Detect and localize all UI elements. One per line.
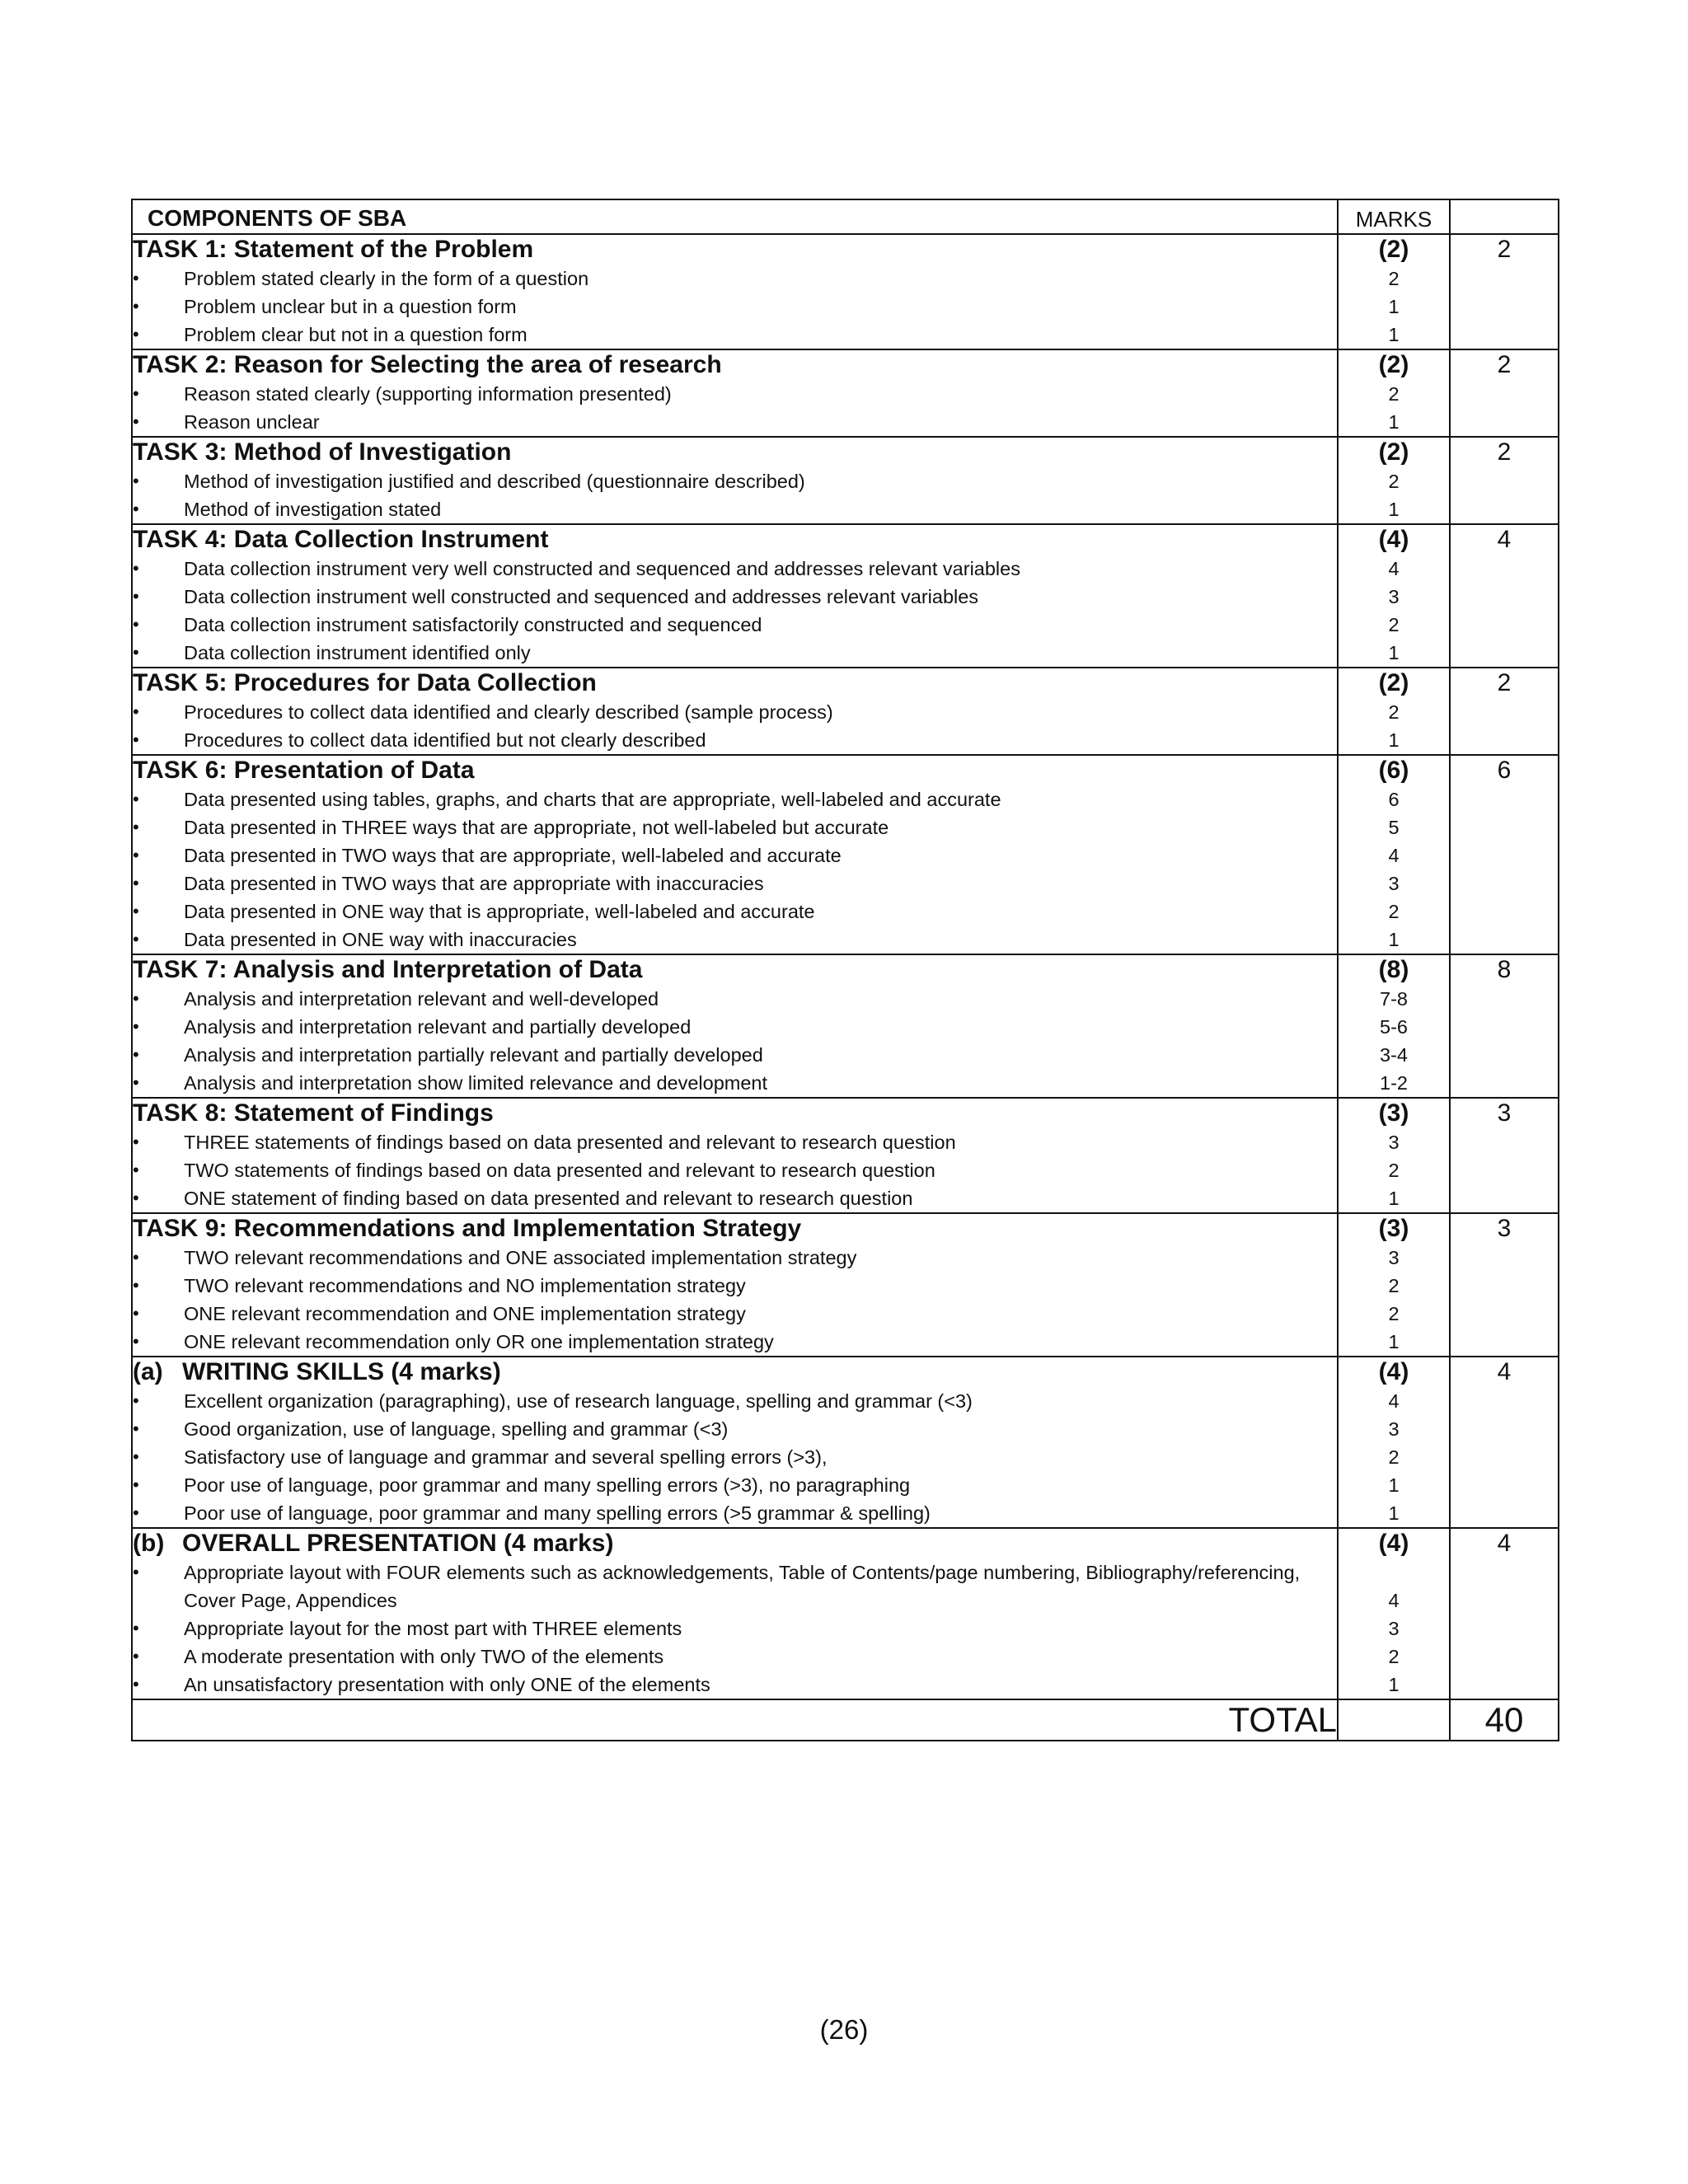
task-max-marks: (6) (1378, 757, 1409, 784)
criterion-item (133, 841, 1337, 869)
bullet-icon: • (133, 988, 139, 1009)
bullet-icon: • (133, 701, 139, 722)
task-title (133, 350, 1337, 380)
header-components-cell (132, 199, 1338, 234)
criterion-mark: 1 (1388, 1188, 1400, 1209)
points-cell: 4 (1450, 524, 1559, 668)
criteria-cell (132, 1528, 1338, 1699)
criterion-text: Data presented in ONE way that is appropriate, well-labeled and accurate (184, 901, 815, 922)
criteria-list (133, 785, 1337, 954)
criterion-text: Data collection instrument satisfactorily constructed and sequenced (184, 614, 762, 635)
bullet-icon: • (133, 1646, 139, 1666)
criterion-mark: 3 (1388, 1618, 1400, 1639)
criterion-item (133, 408, 1337, 436)
bullet-icon: • (133, 1562, 139, 1582)
points-cell: 4 (1450, 1528, 1559, 1699)
bullet-icon: • (133, 411, 139, 432)
criterion-mark: 2 (1388, 383, 1400, 405)
task-row (132, 1528, 1559, 1699)
task-row (132, 349, 1559, 437)
task-max-marks: (3) (1378, 1215, 1409, 1242)
criterion-text: Problem clear but not in a question form (184, 324, 528, 345)
points-cell: 2 (1450, 668, 1559, 755)
criterion-mark: 2 (1388, 701, 1400, 723)
task-title (133, 1357, 1337, 1387)
total-row (132, 1699, 1559, 1741)
points-cell: 8 (1450, 954, 1559, 1098)
criterion-mark: 1 (1388, 1674, 1400, 1695)
task-max-marks: (4) (1378, 1530, 1409, 1557)
criteria-cell (132, 437, 1338, 524)
bullet-icon: • (133, 873, 139, 893)
task-title (133, 1529, 1337, 1558)
criterion-text: Good organization, use of language, spelling and grammar (<3) (184, 1418, 729, 1440)
criterion-item (133, 1415, 1337, 1443)
criterion-mark: 2 (1388, 614, 1400, 635)
criterion-item (133, 583, 1337, 611)
criterion-mark: 7-8 (1380, 988, 1408, 1010)
criteria-list (133, 698, 1337, 754)
marks-list (1339, 555, 1449, 667)
task-title-text: TASK 3: Method of Investigation (133, 438, 512, 466)
criterion-mark: 2 (1388, 1646, 1400, 1667)
criterion-item (133, 813, 1337, 841)
marks-cell (1338, 1528, 1450, 1699)
task-title-text: TASK 6: Presentation of Data (133, 757, 475, 784)
criteria-cell (132, 954, 1338, 1098)
header-row (132, 199, 1559, 234)
bullet-icon: • (133, 901, 139, 921)
task-row (132, 755, 1559, 954)
marks-list (1339, 467, 1449, 523)
criterion-text: Procedures to collect data identified but not clearly described (184, 729, 706, 751)
bullet-icon: • (133, 324, 139, 344)
task-row (132, 668, 1559, 755)
criterion-item (133, 1671, 1337, 1699)
bullet-icon: • (133, 789, 139, 809)
task-max-marks: (2) (1378, 351, 1409, 378)
criterion-item (133, 1041, 1337, 1069)
criterion-item (133, 1013, 1337, 1041)
bullet-icon: • (133, 499, 139, 519)
bullet-icon: • (133, 1275, 139, 1296)
criterion-text: TWO statements of findings based on data presented and relevant to research question (184, 1160, 935, 1181)
marks-list (1339, 265, 1449, 349)
total-value: 40 (1450, 1699, 1559, 1741)
criterion-item (133, 1184, 1337, 1212)
bullet-icon: • (133, 1188, 139, 1208)
criterion-item (133, 1272, 1337, 1300)
marks-list (1339, 1558, 1449, 1699)
criterion-mark: 1 (1388, 729, 1400, 751)
criteria-list (133, 1128, 1337, 1212)
bullet-icon: • (133, 1474, 139, 1495)
task-title (133, 1214, 1337, 1244)
marks-cell (1338, 349, 1450, 437)
task-max-marks: (2) (1378, 669, 1409, 696)
criterion-text: TWO relevant recommendations and ONE associated implementation strategy (184, 1247, 857, 1268)
marks-list (1339, 1387, 1449, 1527)
criterion-item (133, 1558, 1337, 1615)
criterion-item (133, 785, 1337, 813)
criterion-text: Data collection instrument well constructed and sequenced and addresses relevant variables (184, 586, 979, 607)
criterion-item (133, 726, 1337, 754)
bullet-icon: • (133, 817, 139, 837)
criterion-mark: 1 (1388, 1502, 1400, 1524)
criterion-text: ONE relevant recommendation only OR one implementation strategy (184, 1331, 774, 1352)
task-row (132, 234, 1559, 349)
header-marks-cell (1338, 199, 1450, 234)
criterion-mark: 1 (1388, 296, 1400, 317)
task-title-text: TASK 8: Statement of Findings (133, 1099, 494, 1127)
criteria-list (133, 265, 1337, 349)
points-cell: 3 (1450, 1098, 1559, 1213)
marks-cell (1338, 954, 1450, 1098)
criterion-item (133, 1471, 1337, 1499)
criterion-mark: 1 (1388, 411, 1400, 433)
points-cell: 2 (1450, 349, 1559, 437)
bullet-icon: • (133, 1618, 139, 1638)
criterion-item (133, 1443, 1337, 1471)
criterion-mark: 4 (1388, 845, 1400, 866)
criterion-mark: 4 (1388, 558, 1400, 579)
marks-cell (1338, 234, 1450, 349)
task-max-marks: (4) (1378, 1358, 1409, 1385)
criterion-mark: 1 (1388, 1331, 1400, 1352)
marks-list (1339, 1128, 1449, 1212)
criterion-item (133, 321, 1337, 349)
criteria-cell (132, 1357, 1338, 1528)
criterion-item (133, 467, 1337, 495)
points-cell: 2 (1450, 437, 1559, 524)
task-title-text: TASK 7: Analysis and Interpretation of Data (133, 956, 643, 983)
marks-cell (1338, 524, 1450, 668)
points-cell: 4 (1450, 1357, 1559, 1528)
task-title-text: OVERALL PRESENTATION (4 marks) (182, 1530, 614, 1557)
criterion-item (133, 1387, 1337, 1415)
criterion-item (133, 1244, 1337, 1272)
bullet-icon: • (133, 471, 139, 491)
criterion-item (133, 1069, 1337, 1097)
criterion-item (133, 380, 1337, 408)
criteria-cell (132, 755, 1338, 954)
task-row (132, 1357, 1559, 1528)
task-title-text: TASK 4: Data Collection Instrument (133, 526, 549, 553)
total-label: TOTAL (132, 1699, 1338, 1741)
criterion-mark: 4 (1388, 1390, 1400, 1412)
criteria-list (133, 467, 1337, 523)
criterion-text: Data presented in THREE ways that are appropriate, not well-labeled but accurate (184, 817, 889, 838)
criterion-item (133, 1300, 1337, 1328)
task-title (133, 438, 1337, 467)
criterion-text: Problem stated clearly in the form of a question (184, 268, 589, 289)
criteria-cell (132, 524, 1338, 668)
criterion-mark: 4 (1388, 1590, 1400, 1611)
bullet-icon: • (133, 383, 139, 404)
criterion-text: Reason unclear (184, 411, 320, 433)
task-row (132, 1213, 1559, 1357)
bullet-icon: • (133, 929, 139, 949)
task-title (133, 235, 1337, 265)
criterion-item (133, 611, 1337, 639)
criterion-mark: 2 (1388, 1446, 1400, 1468)
task-title-text: TASK 1: Statement of the Problem (133, 236, 534, 263)
criterion-mark: 1 (1388, 642, 1400, 663)
criterion-item (133, 985, 1337, 1013)
criterion-mark: 5-6 (1380, 1016, 1408, 1038)
task-title-text: TASK 2: Reason for Selecting the area of research (133, 351, 722, 378)
criterion-text: Excellent organization (paragraphing), use of research language, spelling and grammar (<3) (184, 1390, 973, 1412)
task-row (132, 1098, 1559, 1213)
bullet-icon: • (133, 268, 139, 288)
criteria-list (133, 555, 1337, 667)
criterion-mark: 3 (1388, 1418, 1400, 1440)
criterion-text: Analysis and interpretation show limited relevance and development (184, 1072, 768, 1094)
criterion-mark: 3 (1388, 1132, 1400, 1153)
task-title-text: TASK 5: Procedures for Data Collection (133, 669, 597, 696)
bullet-icon: • (133, 1072, 139, 1093)
bullet-icon: • (133, 1044, 139, 1065)
criterion-mark: 2 (1388, 268, 1400, 289)
criterion-mark: 1 (1388, 1474, 1400, 1496)
bullet-icon: • (133, 1303, 139, 1324)
task-max-marks: (2) (1378, 236, 1409, 263)
criterion-text: Data presented in TWO ways that are appropriate, well-labeled and accurate (184, 845, 842, 866)
criteria-list (133, 1558, 1337, 1699)
criterion-mark: 1 (1388, 499, 1400, 520)
bullet-icon: • (133, 1390, 139, 1411)
marks-list (1339, 1244, 1449, 1356)
criterion-mark: 3 (1388, 1247, 1400, 1268)
criterion-mark: 3 (1388, 586, 1400, 607)
criterion-item (133, 265, 1337, 293)
criteria-cell (132, 1098, 1338, 1213)
criterion-text: An unsatisfactory presentation with only ONE of the elements (184, 1674, 710, 1695)
criterion-text: Method of investigation stated (184, 499, 442, 520)
criterion-text: Poor use of language, poor grammar and many spelling errors (>5 grammar & spelling) (184, 1502, 931, 1524)
criterion-text: Analysis and interpretation relevant and partially developed (184, 1016, 692, 1038)
criterion-mark: 3-4 (1380, 1044, 1408, 1066)
criteria-list (133, 380, 1337, 436)
criterion-text: A moderate presentation with only TWO of the elements (184, 1646, 664, 1667)
marks-cell (1338, 668, 1450, 755)
header-empty-cell (1450, 199, 1559, 234)
criterion-text: Problem unclear but in a question form (184, 296, 517, 317)
bullet-icon: • (133, 642, 139, 663)
bullet-icon: • (133, 1247, 139, 1268)
criterion-mark: 2 (1388, 1275, 1400, 1296)
bullet-icon: • (133, 558, 139, 579)
bullet-icon: • (133, 1446, 139, 1467)
marks-list (1339, 785, 1449, 954)
criteria-cell (132, 349, 1338, 437)
criterion-text: ONE statement of finding based on data presented and relevant to research question (184, 1188, 913, 1209)
rubric-body (132, 199, 1559, 1741)
marks-cell (1338, 437, 1450, 524)
bullet-icon: • (133, 1331, 139, 1352)
marks-list (1339, 698, 1449, 754)
criterion-item (133, 293, 1337, 321)
criterion-mark: 5 (1388, 817, 1400, 838)
bullet-icon: • (133, 1016, 139, 1037)
marks-cell (1338, 1098, 1450, 1213)
criterion-text: THREE statements of findings based on data presented and relevant to research question (184, 1132, 956, 1153)
marks-cell (1338, 1213, 1450, 1357)
task-row (132, 524, 1559, 668)
criterion-mark: 2 (1388, 901, 1400, 922)
criterion-mark: 1 (1388, 929, 1400, 950)
criterion-item (133, 898, 1337, 926)
criterion-item (133, 1615, 1337, 1643)
task-title (133, 1099, 1337, 1128)
criterion-mark: 2 (1388, 1303, 1400, 1324)
criterion-text: Data presented using tables, graphs, and charts that are appropriate, well-labeled and accurate (184, 789, 1001, 810)
marks-heading: MARKS (1355, 207, 1432, 232)
criterion-text: TWO relevant recommendations and NO implementation strategy (184, 1275, 746, 1296)
criterion-text: Analysis and interpretation partially relevant and partially developed (184, 1044, 763, 1066)
criterion-item (133, 555, 1337, 583)
criteria-list (133, 1387, 1337, 1527)
task-label: (a) (133, 1358, 163, 1385)
criterion-text: Poor use of language, poor grammar and many spelling errors (>3), no paragraphing (184, 1474, 911, 1496)
criteria-list (133, 985, 1337, 1097)
criteria-cell (132, 668, 1338, 755)
task-max-marks: (2) (1378, 438, 1409, 466)
criterion-text: Data collection instrument very well constructed and sequenced and addresses relevant variables (184, 558, 1020, 579)
bullet-icon: • (133, 845, 139, 865)
task-row (132, 954, 1559, 1098)
points-cell: 6 (1450, 755, 1559, 954)
criterion-item (133, 926, 1337, 954)
criterion-item (133, 1128, 1337, 1156)
marks-cell (1338, 1357, 1450, 1528)
bullet-icon: • (133, 1132, 139, 1152)
criteria-list (133, 1244, 1337, 1356)
criterion-item (133, 869, 1337, 898)
criterion-mark: 1 (1388, 324, 1400, 345)
points-cell: 3 (1450, 1213, 1559, 1357)
criterion-item (133, 495, 1337, 523)
criterion-text: Data collection instrument identified only (184, 642, 531, 663)
task-title (133, 955, 1337, 985)
criterion-mark: 2 (1388, 471, 1400, 492)
criteria-cell (132, 1213, 1338, 1357)
criterion-item (133, 1643, 1337, 1671)
criterion-mark: 2 (1388, 1160, 1400, 1181)
criterion-item (133, 1328, 1337, 1356)
criteria-cell (132, 234, 1338, 349)
criterion-text: Analysis and interpretation relevant and well-developed (184, 988, 659, 1010)
bullet-icon: • (133, 1418, 139, 1439)
marks-cell (1338, 755, 1450, 954)
criterion-text: ONE relevant recommendation and ONE implementation strategy (184, 1303, 746, 1324)
page-number: (26) (819, 2014, 869, 2045)
task-title (133, 525, 1337, 555)
task-label: (b) (133, 1530, 165, 1557)
points-cell: 2 (1450, 234, 1559, 349)
bullet-icon: • (133, 729, 139, 750)
bullet-icon: • (133, 614, 139, 635)
bullet-icon: • (133, 1674, 139, 1694)
marks-list (1339, 380, 1449, 436)
total-empty-cell (1338, 1699, 1450, 1741)
criterion-item (133, 1156, 1337, 1184)
task-title (133, 756, 1337, 785)
marks-list (1339, 985, 1449, 1097)
task-title-text: TASK 9: Recommendations and Implementation Strategy (133, 1215, 802, 1242)
criterion-item (133, 639, 1337, 667)
task-title (133, 668, 1337, 698)
criterion-text: Procedures to collect data identified and clearly described (sample process) (184, 701, 833, 723)
criterion-text: Appropriate layout with FOUR elements such as acknowledgements, Table of Contents/page numbering, Bibliography/referencing, Cover Page, Appendices (184, 1562, 1301, 1611)
task-max-marks: (4) (1378, 526, 1409, 553)
criterion-mark: 3 (1388, 873, 1400, 894)
task-title-text: WRITING SKILLS (4 marks) (182, 1358, 501, 1385)
criterion-text: Reason stated clearly (supporting information presented) (184, 383, 672, 405)
bullet-icon: • (133, 586, 139, 607)
criterion-item (133, 698, 1337, 726)
components-heading: COMPONENTS OF SBA (148, 205, 407, 231)
bullet-icon: • (133, 1502, 139, 1523)
criterion-text: Data presented in TWO ways that are appropriate with inaccuracies (184, 873, 764, 894)
criterion-mark: 1-2 (1380, 1072, 1408, 1094)
criterion-text: Method of investigation justified and described (questionnaire described) (184, 471, 805, 492)
criterion-item (133, 1499, 1337, 1527)
task-max-marks: (3) (1378, 1099, 1409, 1127)
bullet-icon: • (133, 1160, 139, 1180)
sba-rubric-table (131, 199, 1559, 1741)
task-row (132, 437, 1559, 524)
criterion-text: Data presented in ONE way with inaccuracies (184, 929, 577, 950)
criterion-text: Appropriate layout for the most part with THREE elements (184, 1618, 682, 1639)
criterion-mark: 6 (1388, 789, 1400, 810)
bullet-icon: • (133, 296, 139, 316)
criterion-text: Satisfactory use of language and grammar and several spelling errors (>3), (184, 1446, 828, 1468)
task-max-marks: (8) (1378, 956, 1409, 983)
